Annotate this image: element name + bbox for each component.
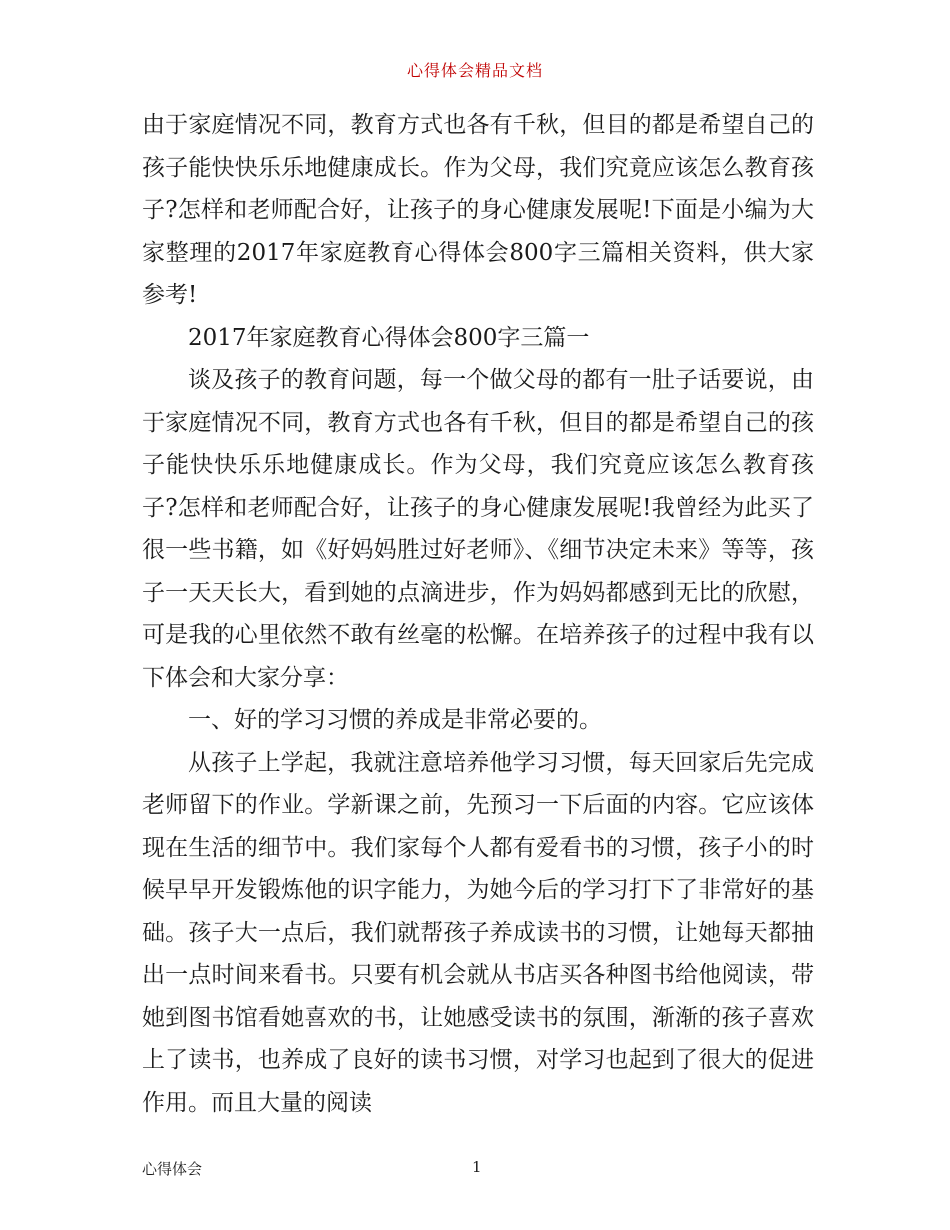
- body-paragraph: 谈及孩子的教育问题，每一个做父母的都有一肚子话要说，由于家庭情况不同，教育方式也各有千秋，但目的都是希望自己的孩子能快快乐乐地健康成长。作为父母，我们究竟应该怎么教育孩子?怎样和老师配合好，让孩子的身心健康发展呢!我曾经为此买了很一些书籍，如《好妈妈胜过好老师》、《细节决定未来》等等，孩子一天天长大，看到她的点滴进步，作为妈妈都感到无比的欣慰，可是我的心里依然不敢有丝毫的松懈。在培养孩子的过程中我有以下体会和大家分享：: [142, 367, 814, 691]
- intro-paragraph: 由于家庭情况不同，教育方式也各有千秋，但目的都是希望自己的孩子能快快乐乐地健康成长。作为父母，我们究竟应该怎么教育孩子?怎样和老师配合好，让孩子的身心健康发展呢!下面是小编为大家整理的2017年家庭教育心得体会800字三篇相关资料，供大家参考!: [142, 112, 814, 308]
- section-heading: 2017年家庭教育心得体会800字三篇一: [188, 324, 590, 351]
- document-body: [142, 104, 814, 1124]
- page-number: 1: [472, 1158, 482, 1176]
- body-paragraph: 从孩子上学起，我就注意培养他学习习惯，每天回家后先完成老师留下的作业。学新课之前，先预习一下后面的内容。它应该体现在生活的细节中。我们家每个人都有爱看书的习惯，孩子小的时候早早开发锻炼他的识字能力，为她今后的学习打下了非常好的基础。孩子大一点后，我们就帮孩子养成读书的习惯，让她每天都抽出一点时间来看书。只要有机会就从书店买各种图书给他阅读，带她到图书馆看她喜欢的书，让她感受读书的氛围，渐渐的孩子喜欢上了读书，也养成了良好的读书习惯，对学习也起到了很大的促进作用。而且大量的阅读: [142, 749, 814, 1116]
- footer-label: 心得体会: [142, 1160, 203, 1178]
- page-header-title: 心得体会精品文档: [406, 61, 543, 80]
- subheading-paragraph: 一、好的学习习惯的养成是非常必要的。: [188, 707, 602, 733]
